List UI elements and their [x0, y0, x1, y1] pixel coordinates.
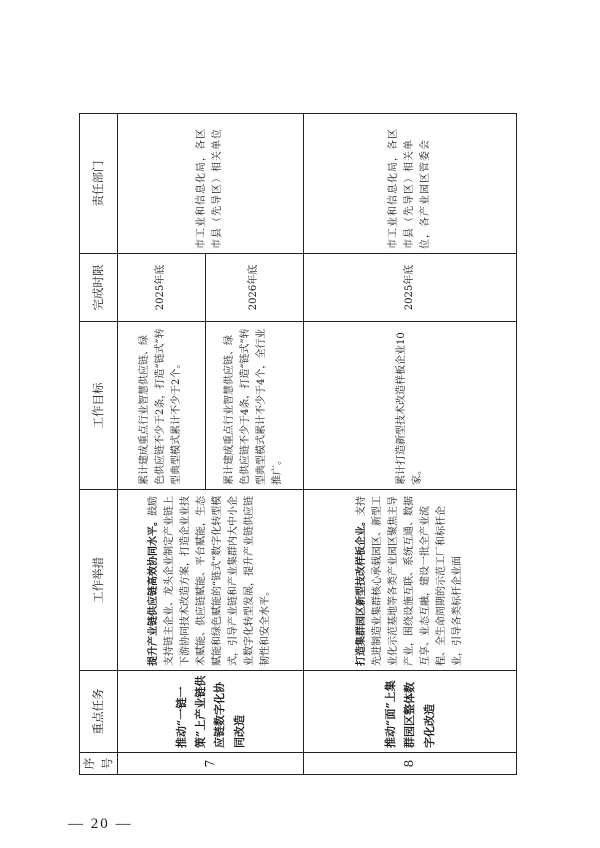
header-task: 重点任务	[80, 671, 118, 753]
task-cell: 推动“一链一策”上产业链供应链数字化协同改造	[117, 671, 303, 753]
measures-body: 鼓励支持链主企业、龙头企业制定产业链上下游协同技术改造方案，打造企业业技术赋能、供应链赋能、平台赋能，生态赋能和绿色赋能的“链式”数字化转型模式，引导产业链和产业集群内大中小企业数字化转型发展，提升产业链供应链韧性和安全水平。	[148, 495, 272, 666]
rotated-table-container	[79, 114, 517, 775]
page-number: — 20 —	[68, 816, 133, 832]
header-deadline: 完成时限	[80, 254, 118, 322]
deadline-cell: 2025年底	[303, 254, 516, 322]
header-targets: 工作目标	[80, 322, 118, 490]
row-number: 7	[117, 753, 303, 775]
deadline-cell: 2025年底	[117, 254, 205, 322]
table-row	[117, 114, 205, 775]
task-cell: 推动“面”上集群园区整体数字化改造	[303, 671, 516, 753]
table-header-row	[80, 114, 118, 775]
dept-cell: 市工业和信息化局，各区市县（先导区）相关单位	[117, 114, 303, 254]
row-number: 8	[303, 753, 516, 775]
measures-body: 支持先进制造业集群核心承载园区、新型工业化示范基地等各类产业园区聚焦主导产业，围绕设施互联、系统互通、数据互享、业态互融，建设一批全产业流程、全生命周期的示范工厂和标杆企业，引导各类标杆企业面	[355, 496, 463, 666]
measures-cell	[303, 490, 516, 671]
table-row	[303, 114, 516, 775]
task-table	[79, 113, 517, 775]
target-cell: 累计打造新型技术改造样板企业10家。	[303, 322, 516, 490]
header-dept: 责任部门	[80, 114, 118, 254]
header-no: 序号	[80, 753, 118, 775]
target-cell: 累计建成重点行业智慧供应链、绿色供应链不少于4条，打造“链式”转型典型模式累计不少于4个，全行业推广。	[205, 322, 303, 490]
measures-title: 提升产业链供应链高效协同水平。	[148, 516, 160, 666]
measures-cell	[117, 490, 303, 671]
header-measures: 工作举措	[80, 490, 118, 671]
measures-title: 打造集群园区新型技改样板企业。	[355, 516, 367, 666]
dept-cell: 市工业和信息化局，各区市县（先导区）相关单位，各产业园区管委会	[303, 114, 516, 254]
deadline-cell: 2026年底	[205, 254, 303, 322]
target-cell: 累计建成重点行业智慧供应链、绿色供应链不少于2条，打造“链式”转型典型模式累计不少于2个。	[117, 322, 205, 490]
